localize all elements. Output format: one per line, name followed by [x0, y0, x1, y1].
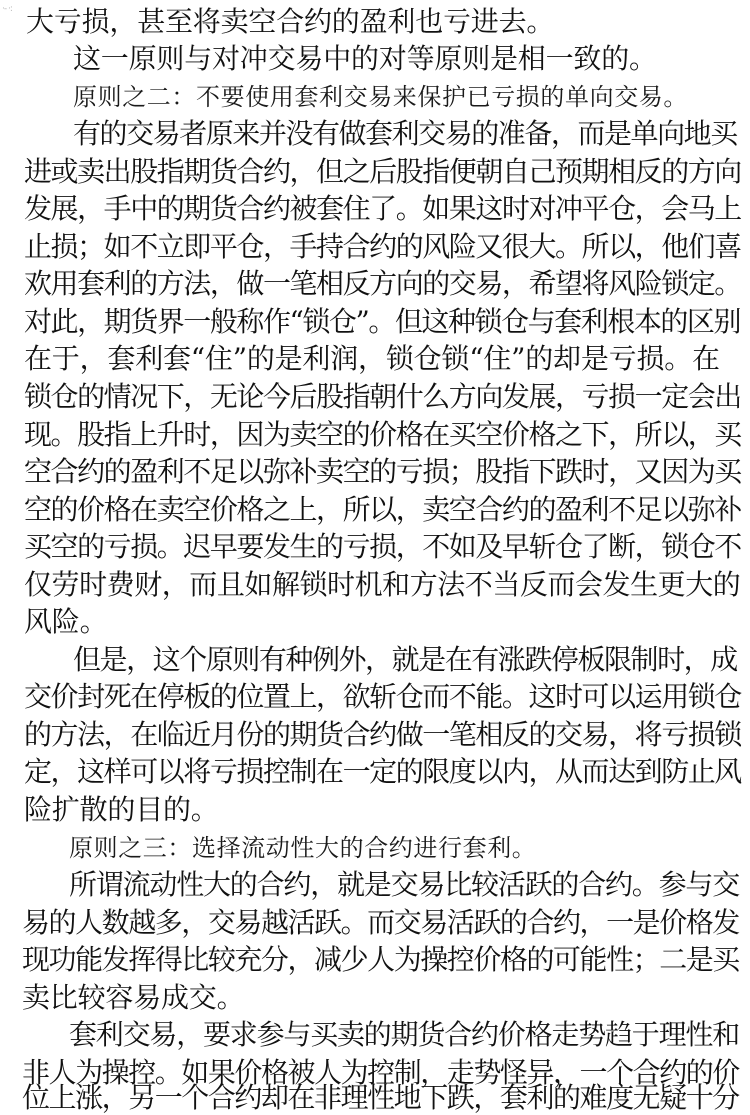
text-line: 仅劳时费财，而且如解锁时机和方法不当反而会发生更大的 — [24, 568, 741, 601]
text-line: 有的交易者原来并没有做套利交易的准备，而是单向地买 — [73, 117, 737, 150]
text-line: 的方法，在临近月份的期货合约做一笔相反的交易，将亏损锁 — [24, 718, 741, 751]
text-line: 现。股指上升时，因为卖空的价格在买空价格之下，所以，买 — [24, 418, 741, 451]
text-line: 套利交易，要求参与买卖的期货合约价格走势趋于理性和 — [69, 1018, 740, 1051]
text-line: 险扩散的目的。 — [24, 793, 219, 826]
text-line: 欢用套利的方法，做一笔相反方向的交易，希望将风险锁定。 — [24, 267, 741, 300]
corner-scan-mark: ·‐ ·: — [2, 4, 12, 14]
text-line: 非人为操控。如果价格被人为控制，走势怪异，一个合约的价 — [22, 1056, 739, 1089]
text-line: 空合约的盈利不足以弥补卖空的亏损；股指下跌时，又因为买 — [24, 455, 741, 488]
text-line: 易的人数越多，交易越活跃。而交易活跃的合约，一是价格发 — [22, 906, 739, 939]
text-line: 空的价格在卖空价格之上，所以，卖空合约的盈利不足以弥补 — [24, 493, 741, 526]
text-line: 风险。 — [24, 605, 108, 638]
text-line: 买空的亏损。迟早要发生的亏损，不如及早斩仓了断，锁仓不 — [24, 530, 741, 563]
text-line: 发展，手中的期货合约被套住了。如果这时对冲平仓，会马上 — [24, 192, 741, 225]
text-line: 锁仓的情况下，无论今后股指朝什么方向发展，亏损一定会出 — [24, 380, 741, 413]
text-line: 对此，期货界一般称作“锁仓”。但这种锁仓与套利根本的区别 — [24, 305, 741, 338]
text-line: 现功能发挥得比较充分，减少人为操控价格的可能性；二是买 — [22, 943, 739, 976]
text-line: 交价封死在停板的位置上，欲斩仓而不能。这时可以运用锁仓 — [24, 680, 741, 713]
text-line: 止损；如不立即平仓，手持合约的风险又很大。所以，他们喜 — [24, 230, 741, 263]
text-line: 卖比较容易成交。 — [22, 981, 245, 1014]
text-line: 定，这样可以将亏损控制在一定的限度以内，从而达到防止风 — [24, 755, 741, 788]
principle-heading-2: 原则之二：不要使用套利交易来保护已亏损的单向交易。 — [73, 83, 688, 111]
text-line: 这一原则与对冲交易中的对等原则是相一致的。 — [73, 42, 657, 75]
text-line: 进或卖出股指期货合约，但之后股指便朝自己预期相反的方向 — [24, 155, 741, 188]
text-line: 但是，这个原则有种例外，就是在有涨跌停板限制时，成 — [73, 643, 737, 676]
text-line: 所谓流动性大的合约，就是交易比较活跃的合约。参与交 — [69, 868, 740, 901]
text-line: 位上涨，另一个合约却在非理性地下跌，套利的难度无疑十分 — [22, 1081, 739, 1114]
principle-heading-3: 原则之三：选择流动性大的合约进行套利。 — [69, 834, 537, 862]
text-line: 大亏损，甚至将卖空合约的盈利也亏进去。 — [26, 5, 555, 38]
text-line: 在于，套利套“住”的是利润，锁仓锁“住”的却是亏损。在 — [24, 342, 720, 375]
